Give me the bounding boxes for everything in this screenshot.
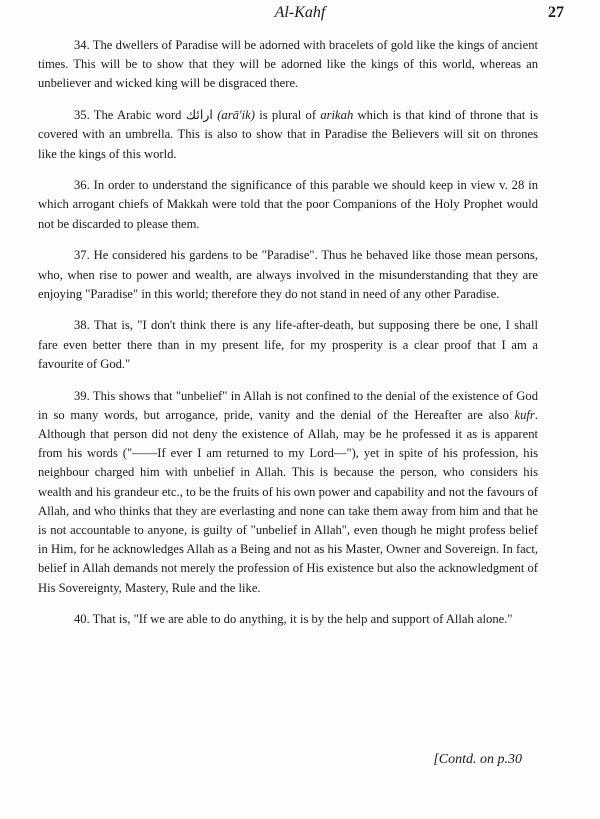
note-35-text-c: which is that kind of throne that is covered with an umbrella. This is also to show that in Paradise the Believers will sit on thrones like the kings of this world. [38,108,538,161]
note-35 [38,106,538,164]
note-35-arabic: ارائك [185,108,213,123]
continuation-note: [Contd. on p.30 [433,752,522,767]
note-35-term: arikah [320,108,354,123]
note-36: 36. In order to understand the significance of this parable we should keep in view v. 28 in which arrogant chiefs of Makkah were told that the poor Companions of the Holy Prophet would not be discarded to please them. [38,178,538,231]
note-40: 40. That is, "If we are able to do anything, it is by the help and support of Allah alone." [74,612,513,627]
note-34: 34. The dwellers of Paradise will be adorned with bracelets of gold like the kings of ancient times. This will be to show that they will be adorned like the kings of this world, whereas an unbeliever and wicked king will be disgraced there. [38,38,538,91]
note-39-term: kufr [514,407,535,422]
note-39 [38,387,538,598]
note-35-translit: (arā'ik) [217,108,255,123]
note-35-text-a: 35. The Arabic word [74,108,186,123]
running-header-title: Al-Kahf [274,4,326,21]
notes-body [38,36,538,642]
note-38: 38. That is, "I don't think there is any life-after-death, but supposing there be one, I shall fare even better there than in my present life, for my prosperity is a clear proof that I am a favourite of God." [38,318,538,371]
note-39-text-b: . Although that person did not deny the existence of Allah, may be he professed it as is apparent from his words ("——If ever I am returned to my Lord—"), yet in spite of his profession, his neighbour charged him with unbelief in Allah. This is because the person, who considers his wealth and his grandeur etc., to be the fruits of his own power and capability and not the favours of Allah, and who thinks that they are everlasting and none can take them away from him and that he is not accountable to anyone, is guilty of "unbelief in Allah", even though he might profess belief in Him, for he acknowledges Allah as a Being and not as his Master, Owner and Sovereign. In fact, belief in Allah demands not merely the profession of His existence but also the acknowledgment of His Sovereignty, Mastery, Rule and the like. [38,407,538,595]
note-37: 37. He considered his gardens to be "Paradise". Thus he behaved like those mean persons, who, when rise to power and wealth, are always involved in the misunderstanding that they are enjoying "Paradise" in this world; therefore they do not stand in need of any other Paradise. [38,248,538,301]
page-number: 27 [548,4,564,21]
note-35-text-b: is plural of [254,108,321,123]
note-39-text-a: 39. This shows that "unbelief" in Allah is not confined to the denial of the existence of God in so many words, but arrogance, pride, vanity and the denial of the Hereafter are also [38,388,538,422]
